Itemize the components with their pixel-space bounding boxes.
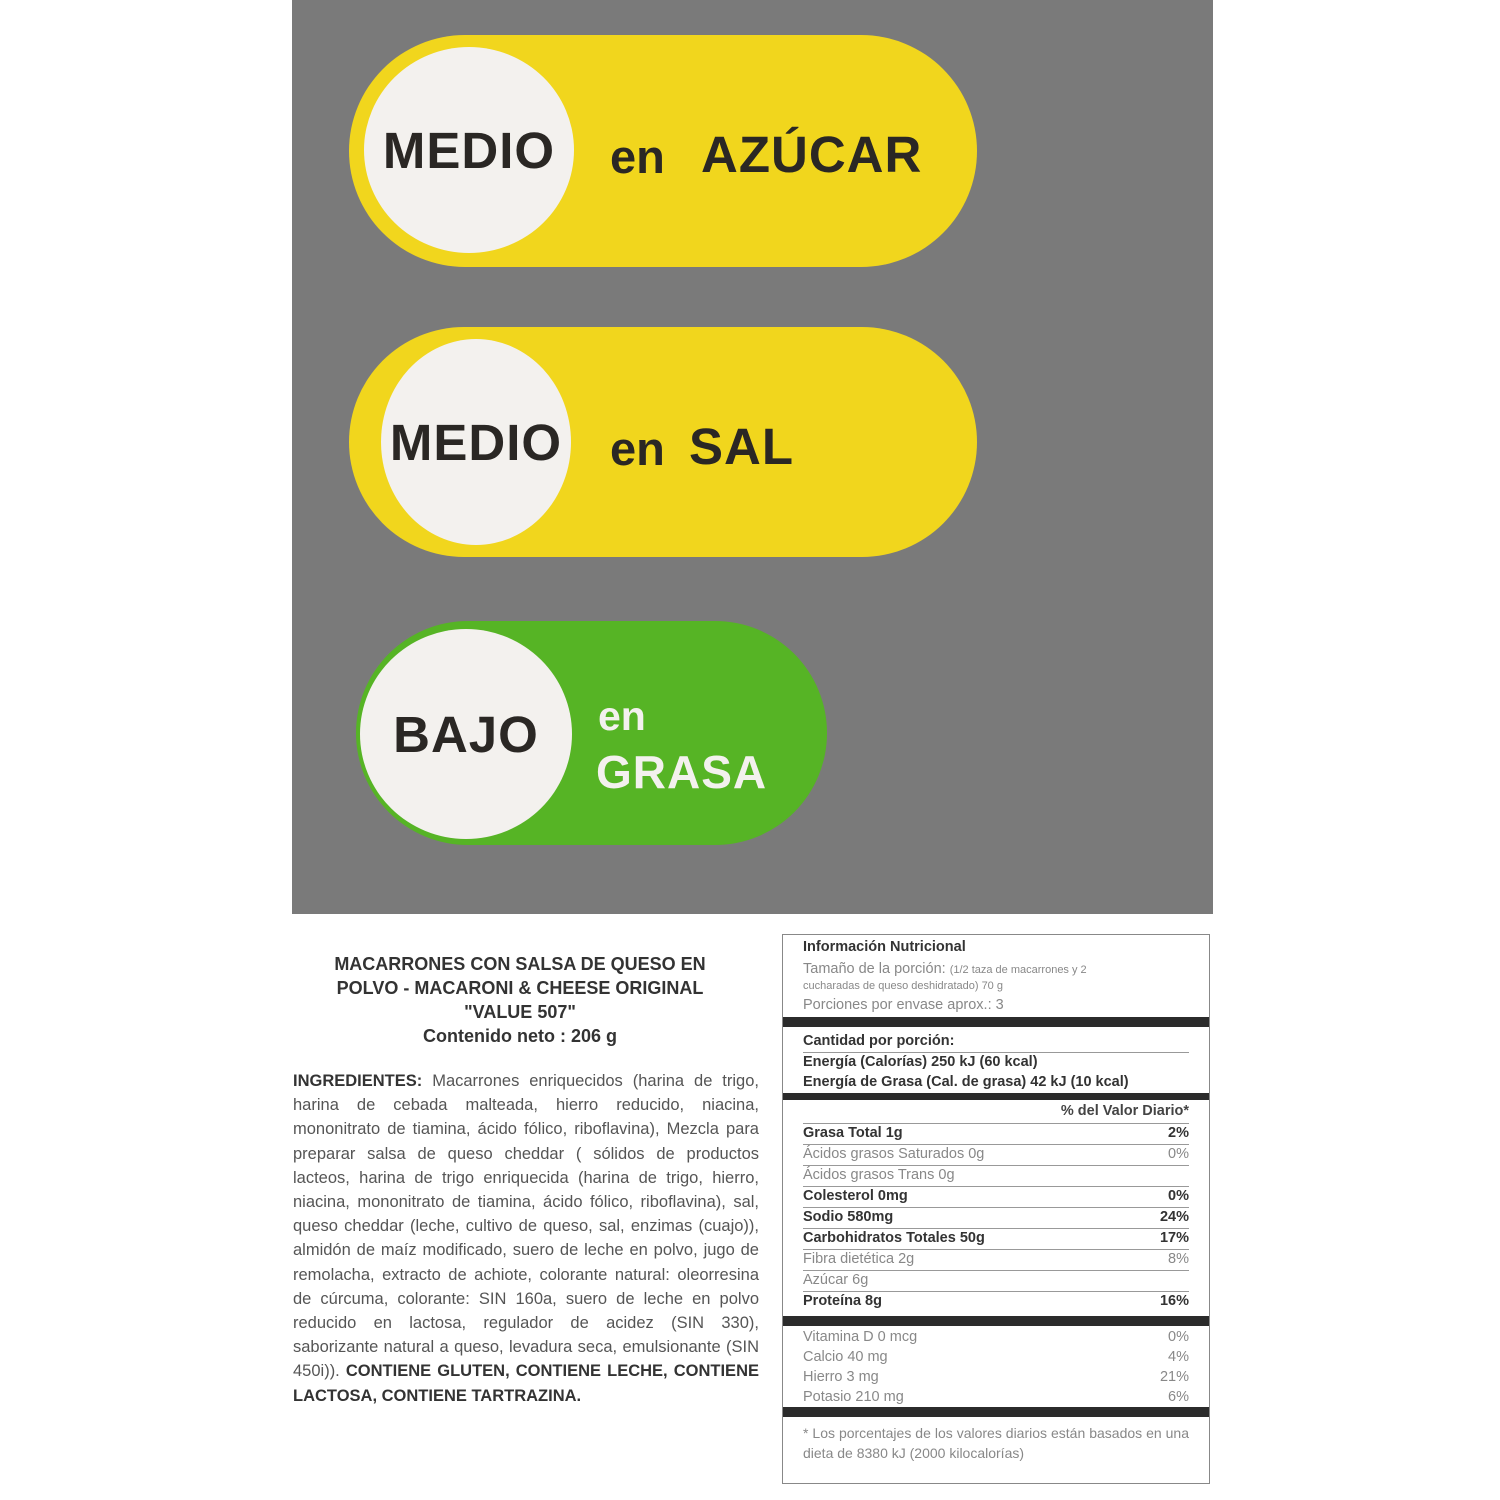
servings-row [803, 997, 1189, 1013]
mineral-daily-value: 0% [1168, 1329, 1189, 1345]
nutrient-name: Fibra dietética 2g [803, 1251, 915, 1267]
serving-size-detail-2: cucharadas de queso deshidratado) 70 g [803, 980, 1003, 992]
nutrient-row [803, 1125, 1189, 1141]
salt-nutrient-text: SAL [689, 418, 794, 475]
sugar-level-circle [364, 47, 574, 253]
nutrient-row [803, 1230, 1189, 1246]
salt-prefix-text: en [610, 422, 665, 475]
nutrient-row [803, 1146, 1189, 1162]
nutrient-name: Colesterol 0mg [803, 1188, 908, 1204]
divider-thick [783, 1093, 1209, 1100]
serving-size-detail-1: (1/2 taza de macarrones y 2 [949, 964, 1087, 976]
fat-level-circle [360, 629, 572, 839]
nutrient-row [803, 1167, 1189, 1183]
product-name-line3: "VALUE 507" [464, 1002, 576, 1022]
divider-thick [783, 1316, 1209, 1326]
nutrient-daily-value: 2% [1168, 1125, 1189, 1141]
nutrient-daily-value: 0% [1168, 1188, 1189, 1204]
daily-value-footnote: * Los porcentajes de los valores diarios están basados en una dieta de 8380 kJ (2000 kilocalorías) [803, 1425, 1189, 1461]
mineral-daily-value: 21% [1159, 1369, 1189, 1385]
mineral-name: Hierro 3 mg [803, 1369, 879, 1385]
product-name [300, 952, 740, 1048]
row-divider [803, 1165, 1189, 1166]
mineral-row [803, 1369, 1189, 1385]
serving-size-row-2 [803, 980, 1189, 992]
salt-level-text: MEDIO [389, 413, 563, 471]
amount-row [803, 1033, 1189, 1049]
ingredients-text: Macarrones enriquecidos (harina de trigo, harina de cebada malteada, hierro reducido, niacina, mononitrato de tiamina, ácido fólico, riboflavina), Mezcla para preparar salsa de queso cheddar ( sólidos de productos lacteos, harina de trigo enriquecida (harina de trigo, hierro, niacina, mononitrato de tiamina, ácido fólico, riboflavina), sal, queso cheddar (leche, cultivo de queso, sal, enzimas (cuajo)), almidón de maíz modificado, suero de leche en polvo, jugo de remolacha, extracto de achiote, colorante natural: oleorresina de cúrcuma, colorante: SIN 160a, suero de leche en polvo reducido en lactosa, regulador de acidez (SIN 330), saborizante natural a queso, levadura seca, emulsionante (SIN 450i)). [293, 1072, 759, 1381]
nutrient-row [803, 1251, 1189, 1267]
row-divider [803, 1186, 1189, 1187]
nutrient-name: Proteína 8g [803, 1293, 882, 1309]
servings-per-container: Porciones por envase aprox.: 3 [803, 997, 1004, 1013]
nutrient-daily-value: 8% [1168, 1251, 1189, 1267]
nutrient-name: Grasa Total 1g [803, 1125, 903, 1141]
salt-level-circle [381, 339, 571, 545]
net-content: Contenido neto : 206 g [422, 1026, 617, 1046]
serving-size-row [803, 961, 1189, 977]
serving-size-label: Tamaño de la porción: [803, 961, 946, 977]
nutrient-daily-value: 17% [1159, 1230, 1189, 1246]
mineral-row [803, 1329, 1189, 1345]
daily-value-header-row [803, 1103, 1189, 1119]
nutrition-title-row [803, 939, 1189, 955]
mineral-row [803, 1389, 1189, 1405]
nutrient-row [803, 1293, 1189, 1309]
salt-warning-label [349, 327, 977, 557]
mineral-daily-value: 4% [1168, 1349, 1189, 1365]
mineral-name: Vitamina D 0 mcg [803, 1329, 918, 1345]
nutrient-row [803, 1272, 1189, 1288]
nutrient-row [803, 1188, 1189, 1204]
nutrition-title: Información Nutricional [803, 939, 966, 955]
row-divider [803, 1144, 1189, 1145]
fat-nutrient-text: GRASA [596, 746, 768, 798]
product-name-line2: POLVO - MACARONI & CHEESE ORIGINAL [336, 978, 704, 998]
nutrient-name: Ácidos grasos Saturados 0g [803, 1146, 985, 1162]
product-name-line1: MACARRONES CON SALSA DE QUESO EN [334, 954, 706, 974]
nutrient-name: Ácidos grasos Trans 0g [803, 1167, 955, 1183]
mineral-daily-value: 6% [1168, 1389, 1189, 1405]
ingredients-block [293, 1069, 759, 1408]
energy-fat-row [803, 1074, 1189, 1090]
fat-level-text: BAJO [393, 705, 539, 763]
nutrient-daily-value: 16% [1159, 1293, 1189, 1309]
row-divider [803, 1228, 1189, 1229]
divider-thick [783, 1017, 1209, 1027]
mineral-row [803, 1349, 1189, 1365]
divider-thick [783, 1407, 1209, 1417]
mineral-name: Potasio 210 mg [803, 1389, 904, 1405]
nutrient-name: Sodio 580mg [803, 1209, 894, 1225]
sugar-prefix-text: en [610, 130, 665, 183]
ingredients-heading: INGREDIENTES: [293, 1072, 423, 1090]
nutrient-row [803, 1209, 1189, 1225]
amount-per-serving: Cantidad por porción: [803, 1033, 955, 1049]
sugar-nutrient-text: AZÚCAR [701, 126, 923, 183]
row-divider [803, 1291, 1189, 1292]
allergen-statement: CONTIENE GLUTEN, CONTIENE LECHE, CONTIENE LACTOSA, CONTIENE TARTRAZINA. [293, 1362, 759, 1405]
energy-row [803, 1054, 1189, 1070]
nutrient-name: Azúcar 6g [803, 1272, 869, 1288]
nutrient-daily-value: 0% [1168, 1146, 1189, 1162]
nutrient-daily-value: 24% [1159, 1209, 1189, 1225]
row-divider [803, 1249, 1189, 1250]
row-divider [803, 1207, 1189, 1208]
divider-thin [803, 1052, 1189, 1053]
energy-value: Energía (Calorías) 250 kJ (60 kcal) [803, 1054, 1038, 1070]
nutrient-name: Carbohidratos Totales 50g [803, 1230, 985, 1246]
mineral-name: Calcio 40 mg [803, 1349, 888, 1365]
fat-warning-label [356, 621, 827, 845]
nutrition-facts-table [782, 934, 1210, 1484]
fat-prefix-text: en [598, 693, 646, 739]
energy-fat-value: Energía de Grasa (Cal. de grasa) 42 kJ (10 kcal) [803, 1074, 1129, 1090]
row-divider [803, 1123, 1189, 1124]
daily-value-header: % del Valor Diario* [1060, 1103, 1189, 1119]
sugar-level-text: MEDIO [382, 121, 556, 179]
sugar-warning-label [349, 35, 977, 267]
row-divider [803, 1270, 1189, 1271]
